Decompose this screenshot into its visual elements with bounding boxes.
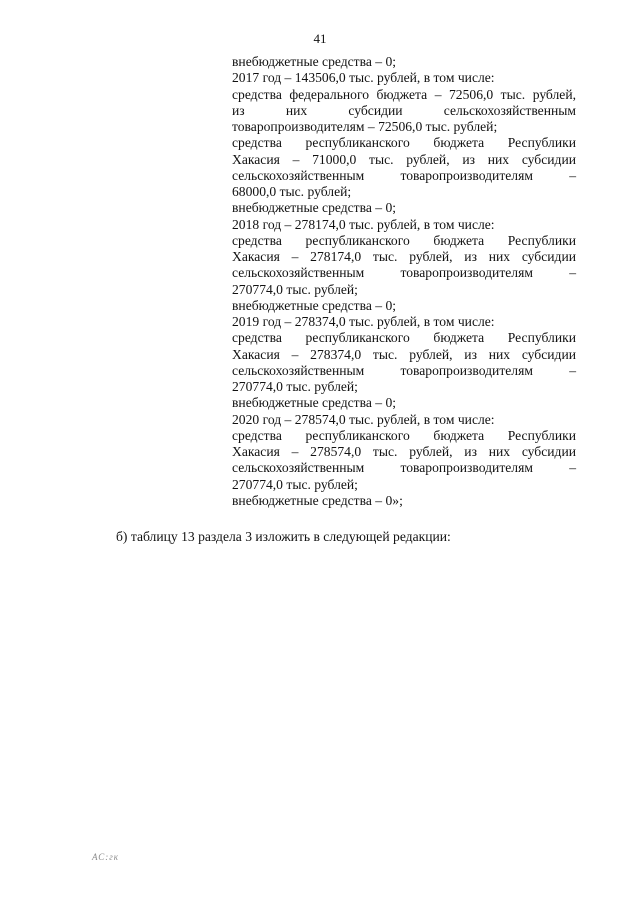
text-line: сельскохозяйственным товаропроизводителям – (232, 460, 576, 476)
text-line: 270774,0 тыс. рублей; (232, 281, 358, 297)
text-line: Хакасия – 71000,0 тыс. рублей, из них субсидии (232, 151, 576, 167)
text-line: 270774,0 тыс. рублей; (232, 379, 358, 394)
text-line: средства республиканского бюджета Республики (232, 232, 576, 248)
text-line: внебюджетные средства – 0; (232, 395, 397, 411)
text-line: 2017 год – 143506,0 тыс. рублей, в том числе: (232, 70, 495, 86)
text-line: средства республиканского бюджета Республики (232, 330, 576, 346)
text-line: 2018 год – 278174,0 тыс. рублей, в том числе: (232, 216, 495, 232)
text-line: средства республиканского бюджета Республики (232, 135, 576, 151)
text-line: внебюджетные средства – 0»; (232, 492, 403, 508)
page-number: 41 (313, 31, 327, 46)
text-line: сельскохозяйственным товаропроизводителям – (232, 265, 576, 281)
text-line: средства республиканского бюджета Республики (232, 427, 576, 443)
text-line: Хакасия – 278174,0 тыс. рублей, из них субсидии (232, 249, 576, 264)
text-line: сельскохозяйственным товаропроизводителям – (232, 362, 576, 378)
funding-text-block (232, 54, 576, 509)
text-line: средства федерального бюджета – 72506,0 тыс. рублей, (232, 86, 576, 102)
text-line: внебюджетные средства – 0; (232, 200, 397, 216)
text-line: сельскохозяйственным товаропроизводителям – (232, 167, 576, 183)
text-line: 2020 год – 278574,0 тыс. рублей, в том числе: (232, 411, 495, 427)
text-line: товаропроизводителям – 72506,0 тыс. рублей; (232, 119, 498, 134)
footer-mark: АС:гк (92, 852, 119, 862)
text-line: 2019 год – 278374,0 тыс. рублей, в том числе: (232, 314, 495, 329)
text-line: Хакасия – 278374,0 тыс. рублей, из них субсидии (232, 346, 576, 362)
text-line: из них субсидии сельскохозяйственным (232, 102, 576, 118)
text-line: внебюджетные средства – 0; (232, 297, 397, 313)
text-line: внебюджетные средства – 0; (232, 54, 397, 69)
text-line: Хакасия – 278574,0 тыс. рублей, из них субсидии (232, 444, 576, 459)
text-line: 68000,0 тыс. рублей; (232, 184, 352, 199)
instruction-paragraph: б) таблицу 13 раздела 3 изложить в следующей редакции: (116, 529, 451, 544)
text-line: 270774,0 тыс. рублей; (232, 476, 358, 492)
